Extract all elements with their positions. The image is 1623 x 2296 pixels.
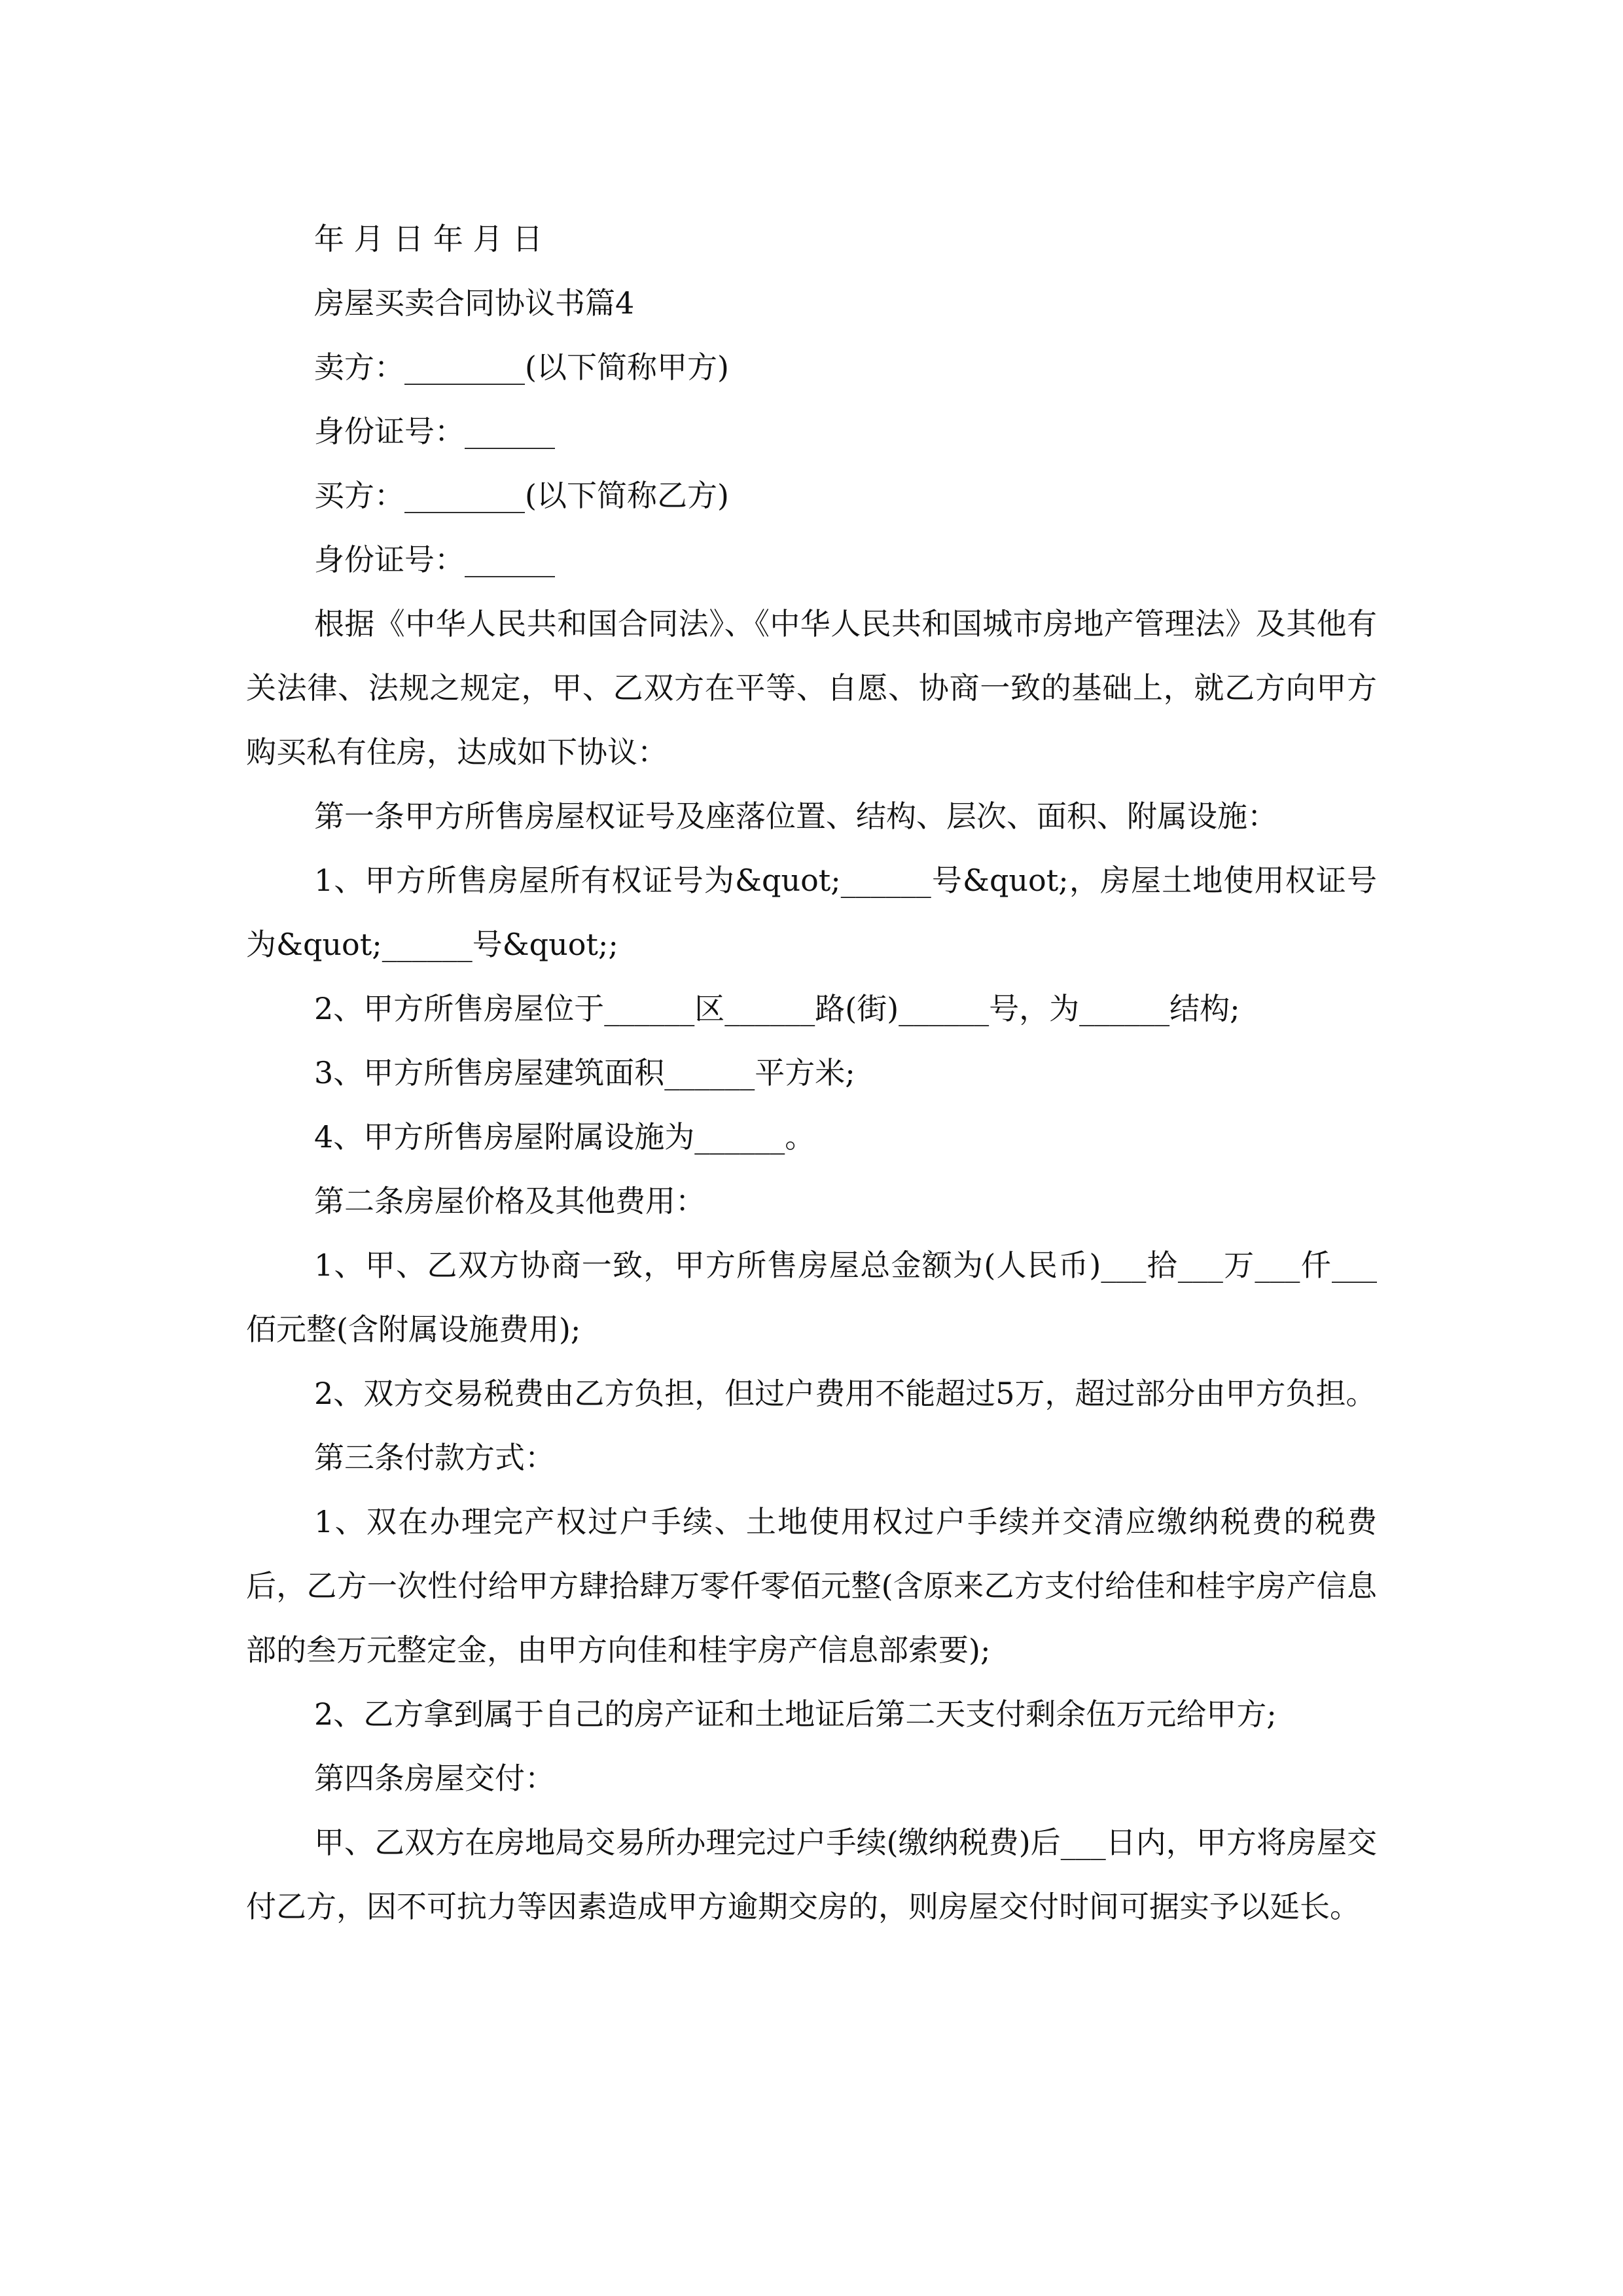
article-2-item-2: 2、双方交易税费由乙方负担，但过户费用不能超过5万，超过部分由甲方负担。: [314, 1376, 1376, 1411]
article-4-heading: 第四条房屋交付：: [314, 1761, 555, 1796]
article-3-item-1: 1、双在办理完产权过户手续、土地使用权过户手续并交清应缴纳税费的税费后，乙方一次性付给甲方肆拾肆万零仟零佰元整(含原来乙方支付给佳和桂宇房产信息部的叁万元整定金，由甲方向佳和桂宇房产信息部索要);: [246, 1504, 1377, 1668]
article-3-item-2: 2、乙方拿到属于自己的房产证和土地证后第二天支付剩余伍万元给甲方;: [314, 1696, 1277, 1732]
seller-id-line: 身份证号：______: [314, 414, 555, 449]
buyer-line: 买方：________(以下简称乙方): [314, 478, 729, 513]
article-1-item-4: 4、甲方所售房屋附属设施为______。: [314, 1119, 815, 1155]
article-2-heading: 第二条房屋价格及其他费用：: [314, 1183, 705, 1219]
article-2-item-1: 1、甲、乙双方协商一致，甲方所售房屋总金额为(人民币)___拾___万___仟___佰元整(含附属设施费用);: [246, 1247, 1377, 1347]
contract-title: 房屋买卖合同协议书篇4: [314, 285, 635, 321]
seller-line: 卖方：________(以下简称甲方): [314, 350, 729, 385]
article-4-paragraph: 甲、乙双方在房地局交易所办理完过户手续(缴纳税费)后___日内，甲方将房屋交付乙方，因不可抗力等因素造成甲方逾期交房的，则房屋交付时间可据实予以延长。: [246, 1825, 1377, 1924]
buyer-id-line: 身份证号：______: [314, 542, 555, 577]
article-1-item-1: 1、甲方所售房屋所有权证号为&quot;______号&quot;，房屋土地使用权证号为&quot;______号&quot;;: [246, 863, 1377, 962]
date-line: 年 月 日 年 月 日: [314, 221, 543, 257]
document-page: [246, 207, 1377, 1939]
preamble-paragraph: 根据《中华人民共和国合同法》、《中华人民共和国城市房地产管理法》及其他有关法律、法规之规定，甲、乙双方在平等、自愿、协商一致的基础上，就乙方向甲方购买私有住房，达成如下协议：: [246, 606, 1377, 770]
article-1-item-3: 3、甲方所售房屋建筑面积______平方米;: [314, 1055, 855, 1090]
article-3-heading: 第三条付款方式：: [314, 1440, 555, 1475]
article-1-item-2: 2、甲方所售房屋位于______区______路(街)______号，为______结构;: [314, 991, 1240, 1026]
article-1-heading: 第一条甲方所售房屋权证号及座落位置、结构、层次、面积、附属设施：: [314, 798, 1277, 834]
